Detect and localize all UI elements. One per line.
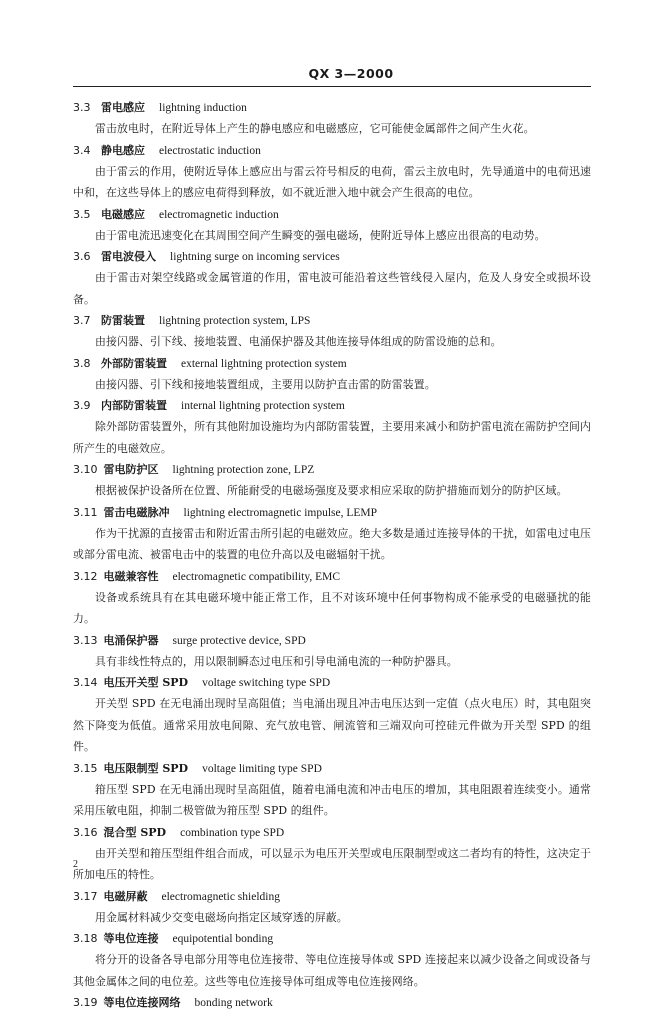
term-english: bonding network <box>194 997 273 1009</box>
clause-number: 3.18 <box>73 932 98 945</box>
term-line <box>73 822 591 843</box>
term-english: lightning electromagnetic impulse, LEMP <box>183 506 378 519</box>
term-english: electromagnetic shielding <box>161 890 280 903</box>
definition-entry <box>73 140 591 204</box>
definition-entry <box>73 822 591 886</box>
term-chinese: 防雷装置 <box>101 314 145 327</box>
definition-text: 具有非线性特点的，用以限制瞬态过电压和引导电涌电流的一种防护器具。 <box>95 654 458 668</box>
term-line <box>73 459 591 480</box>
term-line <box>73 140 591 161</box>
header-rule <box>73 86 591 87</box>
term-english: lightning induction <box>159 102 247 114</box>
definition-text: 将分开的设备各导电部分用等电位连接带、等电位连接导体或 SPD 连接起来以减少设备之间或设备与其他金属体之间的电位差。这些等电位连接导体可组成等电位连接网络。 <box>73 953 591 988</box>
term-line <box>73 310 591 331</box>
term-chinese: 电磁感应 <box>101 207 145 221</box>
clause-number: 3.19 <box>73 996 98 1009</box>
definition-entry <box>73 928 591 992</box>
definition-entry <box>73 502 591 566</box>
clause-number: 3.6 <box>73 250 91 263</box>
clause-number: 3.4 <box>73 143 91 157</box>
term-english: electrostatic induction <box>159 144 261 157</box>
term-english: lightning protection zone, LPZ <box>172 464 315 476</box>
definition-entry <box>73 204 591 247</box>
definition-text: 由接闪器、引下线和接地装置组成，主要用以防护直击雷的防雷装置。 <box>95 377 436 391</box>
term-chinese: 雷电防护区 <box>103 463 159 476</box>
term-english: surge protective device, SPD <box>172 634 306 647</box>
term-english: voltage limiting type SPD <box>202 762 322 775</box>
definition-text: 根据被保护设备所在位置、所能耐受的电磁场强度及要求相应采取的防护措施而划分的防护区域。 <box>95 484 568 497</box>
term-chinese: 雷电波侵入 <box>101 250 156 263</box>
term-chinese: 电压限制型 SPD <box>103 761 189 775</box>
clause-number: 3.9 <box>73 399 91 412</box>
term-chinese: 等电位连接网络 <box>103 996 181 1009</box>
definition-entry <box>73 758 591 822</box>
definition-entry <box>73 97 591 140</box>
definition-text: 由于雷电流迅速变化在其周围空间产生瞬变的强电磁场，使附近导体上感应出很高的电动势。 <box>95 228 546 242</box>
definition-text: 箝压型 SPD 在无电涌出现时呈高阻值，随着电涌电流和冲击电压的增加，其电阻跟着连续变小。通常采用压敏电阻，抑制二极管做为箝压型 SPD 的组件。 <box>73 782 591 817</box>
page-header: QX 3—2000 <box>308 66 394 81</box>
term-english: external lightning protection system <box>181 357 347 370</box>
definition-entry <box>73 395 591 459</box>
term-line <box>73 758 591 779</box>
definition-entry <box>73 459 591 502</box>
clause-number: 3.13 <box>73 633 98 647</box>
term-english: electromagnetic induction <box>159 208 279 221</box>
term-chinese: 等电位连接 <box>103 932 159 945</box>
clause-number: 3.7 <box>73 314 91 327</box>
definition-text: 用金属材料减少交变电磁场向指定区域穿透的屏蔽。 <box>95 910 348 924</box>
clause-number: 3.3 <box>73 101 91 114</box>
definition-text: 作为干扰源的直接雷击和附近雷击所引起的电磁效应。绝大多数是通过连接导体的干扰，如雷电过电压或部分雷电流、被雷电击中的装置的电位升高以及电磁辐射干扰。 <box>73 526 591 561</box>
term-line <box>73 928 591 949</box>
definition-text: 由开关型和箝压型组件组合而成，可以显示为电压开关型或电压限制型或这二者均有的特性，这决定于所加电压的特性。 <box>73 846 591 881</box>
term-line <box>73 992 591 1013</box>
definition-entry <box>73 246 591 310</box>
clause-number: 3.17 <box>73 889 98 903</box>
term-chinese: 外部防雷装置 <box>101 356 167 370</box>
term-line <box>73 630 591 651</box>
term-english: lightning protection system, LPS <box>159 315 311 327</box>
term-chinese: 混合型 SPD <box>103 825 167 839</box>
clause-number: 3.15 <box>73 761 98 775</box>
definition-text: 设备或系统具有在其电磁环境中能正常工作，且不对该环境中任何事物构成不能承受的电磁骚扰的能力。 <box>73 590 591 625</box>
definition-text: 由于雷云的作用，使附近导体上感应出与雷云符号相反的电荷，雷云主放电时，先导通道中的电荷迅速中和，在这些导体上的感应电荷得到释放，如不就近泄入地中就会产生很高的电位。 <box>73 164 591 199</box>
term-english: combination type SPD <box>180 826 285 839</box>
definition-text: 由于雷击对架空线路或金属管道的作用，雷电波可能沿着这些管线侵入屋内，危及人身安全或损坏设备。 <box>73 271 591 306</box>
term-line <box>73 395 591 416</box>
clause-number: 3.16 <box>73 825 98 839</box>
term-line <box>73 886 591 907</box>
term-english: internal lightning protection system <box>181 400 345 412</box>
term-line <box>73 353 591 374</box>
term-chinese: 内部防雷装置 <box>101 399 167 412</box>
clause-number: 3.11 <box>73 505 98 519</box>
term-chinese: 电磁兼容性 <box>103 569 159 583</box>
clause-number: 3.14 <box>73 676 98 689</box>
definition-text: 开关型 SPD 在无电涌出现时呈高阻值；当电涌出现且冲击电压达到一定值（点火电压）时，其电阻突然下降变为低值。通常采用放电间隙、充气放电管、闸流管和三端双向可控硅元件做为开关型 SPD 的组件。 <box>73 697 591 753</box>
definition-text: 雷击放电时，在附近导体上产生的静电感应和电磁感应，它可能使金属部件之间产生火花。 <box>95 122 535 135</box>
definition-entry <box>73 566 591 630</box>
definition-entry <box>73 353 591 396</box>
term-line <box>73 672 591 693</box>
term-line <box>73 97 591 118</box>
definition-entry <box>73 310 591 353</box>
page-number: 2 <box>73 859 78 870</box>
term-english: voltage switching type SPD <box>202 677 331 689</box>
term-english: electromagnetic compatibility, EMC <box>172 570 341 583</box>
clause-number: 3.8 <box>73 356 91 370</box>
term-chinese: 雷电感应 <box>101 101 145 114</box>
definition-entry <box>73 992 591 1013</box>
term-chinese: 雷击电磁脉冲 <box>103 505 170 519</box>
definition-entry <box>73 630 591 673</box>
term-chinese: 电压开关型 SPD <box>103 676 189 689</box>
term-chinese: 静电感应 <box>101 143 145 157</box>
term-line <box>73 566 591 587</box>
term-line <box>73 502 591 523</box>
term-english: lightning surge on incoming services <box>170 251 340 263</box>
definition-entry <box>73 672 591 758</box>
term-chinese: 电涌保护器 <box>103 633 159 647</box>
clause-number: 3.5 <box>73 207 91 221</box>
clause-number: 3.10 <box>73 463 98 476</box>
clause-number: 3.12 <box>73 569 98 583</box>
term-english: equipotential bonding <box>172 933 274 945</box>
definition-text: 由接闪器、引下线、接地装置、电涌保护器及其他连接导体组成的防雷设施的总和。 <box>95 335 502 348</box>
term-line <box>73 204 591 225</box>
term-chinese: 电磁屏蔽 <box>103 889 148 903</box>
definition-entry <box>73 886 591 929</box>
term-line <box>73 246 591 267</box>
definition-text: 除外部防雷装置外，所有其他附加设施均为内部防雷装置，主要用来减小和防护雷电流在需防护空间内所产生的电磁效应。 <box>73 420 591 455</box>
definitions-list <box>73 97 591 1013</box>
